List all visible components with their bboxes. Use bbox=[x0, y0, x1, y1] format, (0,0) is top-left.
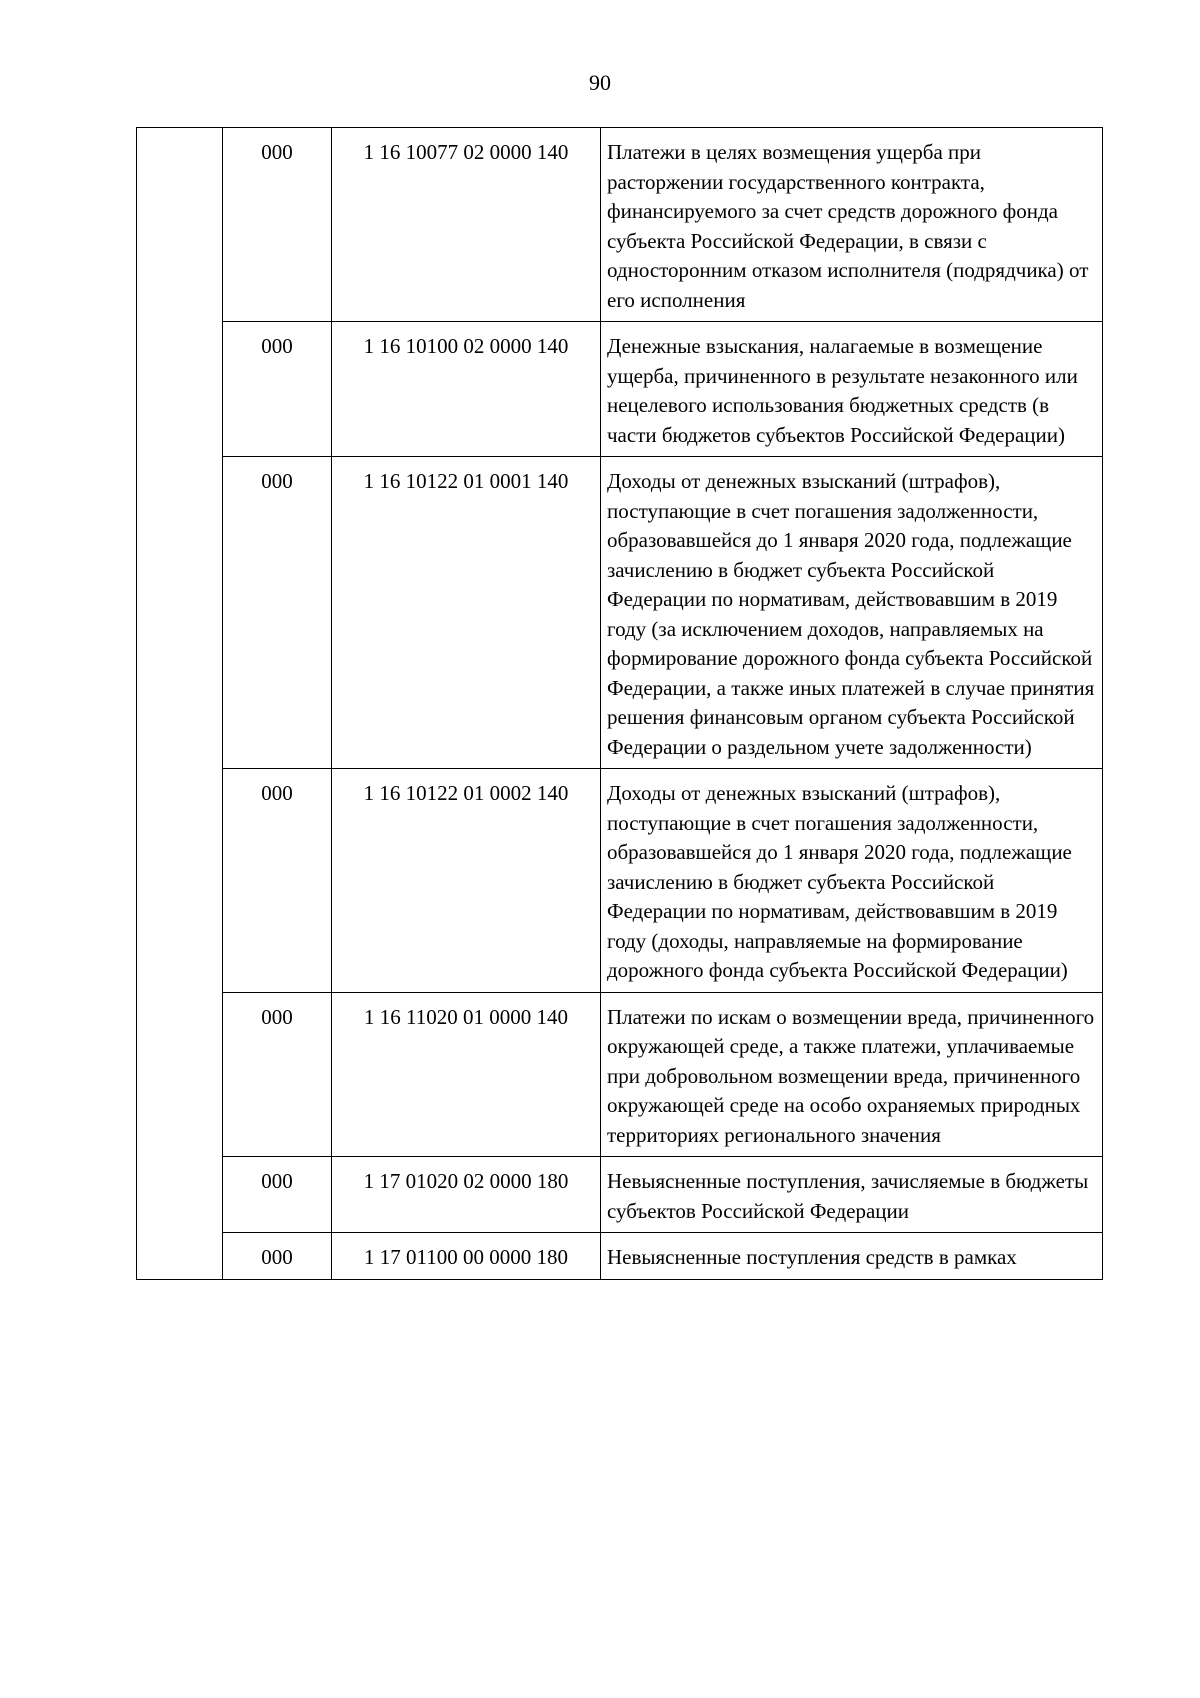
admin-code-cell: 000 bbox=[223, 992, 332, 1157]
table-body bbox=[137, 128, 1103, 1280]
table-row bbox=[137, 1157, 1103, 1233]
budget-code-cell: 1 16 11020 01 0000 140 bbox=[332, 992, 601, 1157]
admin-code-cell: 000 bbox=[223, 1233, 332, 1280]
table-row bbox=[137, 322, 1103, 457]
admin-code-cell: 000 bbox=[223, 128, 332, 322]
budget-code-cell: 1 16 10122 01 0001 140 bbox=[332, 457, 601, 769]
description-cell: Доходы от денежных взысканий (штрафов), поступающие в счет погашения задолженности, образовавшейся до 1 января 2020 года, подлежащие зачислению в бюджет субъекта Российской Федерации по нормативам, действовавшим в 2019 году (за исключением доходов, направляемых на формирование дорожного фонда субъекта Российской Федерации, а также иных платежей в случае принятия решения финансовым органом субъекта Российской Федерации о раздельном учете задолженности) bbox=[601, 457, 1103, 769]
description-cell: Платежи по искам о возмещении вреда, причиненного окружающей среде, а также платежи, уплачиваемые при добровольном возмещении вреда, причиненного окружающей среде на особо охраняемых природных территориях регионального значения bbox=[601, 992, 1103, 1157]
budget-code-cell: 1 16 10077 02 0000 140 bbox=[332, 128, 601, 322]
table-row bbox=[137, 1233, 1103, 1280]
description-cell: Невыясненные поступления, зачисляемые в бюджеты субъектов Российской Федерации bbox=[601, 1157, 1103, 1233]
description-cell: Денежные взыскания, налагаемые в возмещение ущерба, причиненного в результате незаконного или нецелевого использования бюджетных средств (в части бюджетов субъектов Российской Федерации) bbox=[601, 322, 1103, 457]
description-cell: Доходы от денежных взысканий (штрафов), поступающие в счет погашения задолженности, образовавшейся до 1 января 2020 года, подлежащие зачислению в бюджет субъекта Российской Федерации по нормативам, действовавшим в 2019 году (доходы, направляемые на формирование дорожного фонда субъекта Российской Федерации) bbox=[601, 769, 1103, 993]
table-row bbox=[137, 128, 1103, 322]
description-cell: Платежи в целях возмещения ущерба при расторжении государственного контракта, финансируемого за счет средств дорожного фонда субъекта Российской Федерации, в связи с односторонним отказом исполнителя (подрядчика) от его исполнения bbox=[601, 128, 1103, 322]
budget-code-cell: 1 16 10100 02 0000 140 bbox=[332, 322, 601, 457]
revenue-codes-table bbox=[136, 127, 1103, 1280]
admin-code-cell: 000 bbox=[223, 457, 332, 769]
admin-code-cell: 000 bbox=[223, 322, 332, 457]
admin-code-cell: 000 bbox=[223, 769, 332, 993]
blank-column-cell bbox=[137, 128, 223, 1280]
table-row bbox=[137, 457, 1103, 769]
budget-code-cell: 1 17 01020 02 0000 180 bbox=[332, 1157, 601, 1233]
budget-code-cell: 1 16 10122 01 0002 140 bbox=[332, 769, 601, 993]
budget-code-cell: 1 17 01100 00 0000 180 bbox=[332, 1233, 601, 1280]
table-row bbox=[137, 769, 1103, 993]
description-cell: Невыясненные поступления средств в рамках bbox=[601, 1233, 1103, 1280]
page-number: 90 bbox=[589, 70, 611, 95]
admin-code-cell: 000 bbox=[223, 1157, 332, 1233]
table-row bbox=[137, 992, 1103, 1157]
